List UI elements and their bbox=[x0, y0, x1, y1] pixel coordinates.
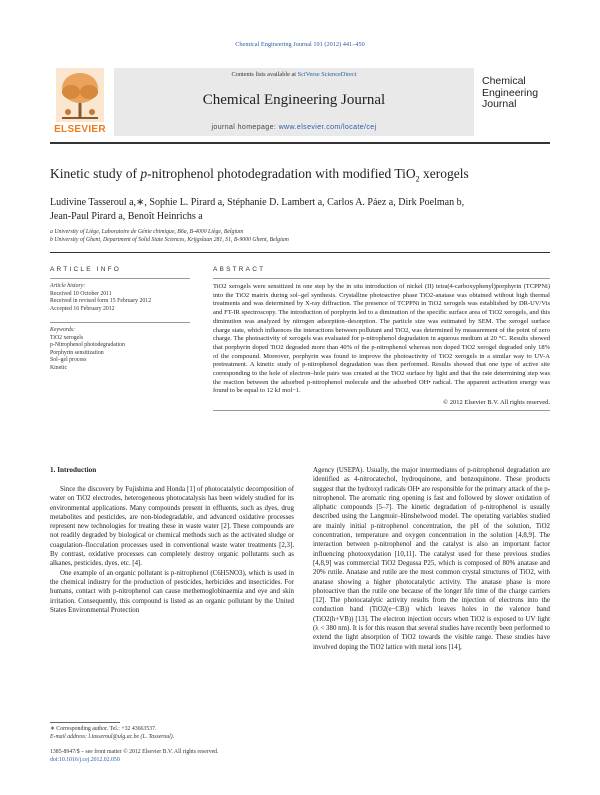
cover-title-line: Chemical bbox=[482, 75, 526, 87]
body-paragraph: Agency (USEPA). Usually, the major intermediates of p-nitrophenol degradation are identified as 4-nitrocatechol, hydroquinone, and benzoquinone. These products suggest that the hydroxyl radicals OH• are responsible for the primary attack of the p-nitrophenol. The aromatic ring opening is fast and followed by slower oxidation of aliphatic compounds [5–7]. The kinetic degradation of p-nitrophenol is usually described using the Langmuir–Hinshelwood model. The operating variables studied are mainly initial p-nitrophenol concentration, the pH of the solution, TiO2 concentration, temperature and oxygen concentration in the solution [4,8,9]. The interaction between p-nitrophenol and the catalyst is also an important factor influencing photooxydation [10,11]. The catalyst used for these previous studies [4,8,9] was commercial TiO2 Degussa P25, which is composed of 80% anatase and 20% rutile. Anatase and rutile are the most common crystal structures of TiO2, with anatase showing a higher photocatalytic activity. The anatase phase is more photoactive than the rutile one because of the longer life time of the charge carriers [12]. The photocatalytic activity results from the injection of electrons into the conduction band (TiO2(e−CB)) which leaves holes in the valence band (TiO2(h+VB)) [13]. The electron injection occurs when TiO2 is exposed to UV light (λ < 380 nm). It is for this reason that several studies have recently been performed to extend the light absorption of TiO2 towards the visible range. These studies have involved doping the TiO2 lattice with metal ions [14], bbox=[313, 467, 550, 651]
authors-line: Ludivine Tasseroul a,∗, Sophie L. Pirard a, Stéphanie D. Lambert a, Carlos A. Páez a, Dirk Poelman b, bbox=[50, 197, 465, 208]
article-title bbox=[50, 166, 550, 184]
abstract-divider bbox=[213, 278, 550, 279]
elsevier-tree-icon bbox=[56, 68, 104, 122]
copyright-notice: © 2012 Elsevier B.V. All rights reserved. bbox=[443, 399, 550, 407]
elsevier-wordmark: ELSEVIER bbox=[54, 124, 106, 135]
authors-line: Jean-Paul Pirard a, Benoît Heinrichs a bbox=[50, 211, 203, 222]
abstract-column bbox=[213, 266, 550, 411]
journal-reference-link[interactable]: Chemical Engineering Journal 191 (2012) 441–450 bbox=[235, 41, 365, 48]
journal-cover-title bbox=[482, 76, 552, 111]
masthead bbox=[50, 66, 550, 138]
footnote-rule bbox=[50, 722, 120, 723]
homepage-link[interactable]: www.elsevier.com/locate/cej bbox=[278, 124, 377, 131]
info-divider bbox=[50, 322, 190, 323]
header-divider bbox=[50, 252, 550, 253]
keyword-item: Sol–gel process bbox=[50, 357, 87, 363]
footnote-email[interactable]: E-mail address: l.tasseroul@ulg.ac.be (L. Tasseroul). bbox=[50, 733, 175, 740]
masthead-divider bbox=[50, 142, 550, 144]
footnote-corresponding: ∗ Corresponding author. Tel.: +32 43663537. bbox=[50, 726, 157, 732]
history-accepted: Accepted 16 February 2012 bbox=[50, 305, 115, 312]
contents-prefix: Contents lists available at bbox=[231, 71, 298, 78]
abstract-heading: ABSTRACT bbox=[213, 266, 266, 273]
cover-title-line: Engineering bbox=[482, 86, 539, 99]
keyword-item: Porphyrin sensitization bbox=[50, 349, 104, 356]
affiliation-b: b University of Ghent, Department of Solid State Sciences, Krijgslaan 281, S1, B-9000 Ghent, Belgium bbox=[50, 237, 289, 243]
issn-line: 1385-8947/$ – see front matter © 2012 Elsevier B.V. All rights reserved. bbox=[50, 749, 219, 755]
abstract-text: TiO2 xerogels were sensitized in one step by the in situ introduction of nickel (II) tetra(4-carboxyphenyl)porphyrin (TCPPNi) into the TiO2 matrix during sol–gel synthesis. Crystalline photoactive phase TiO2-anatase was obtained without high thermal treatments and was determined by X-ray diffraction. The presence of TCPPNi in TiO2 xerogels was established by DR-UV/Vis and FT-IR spectroscopy. The introduction of porphyrin led to a diminution of the specific surface area of TiO2 xerogels, and this diminution was analyzed by nitrogen adsorption–desorption. The particle size was estimated by SEM. The xerogel surface charge state, which influences the interactions between pollutant and TiO2, was determined by measurement of the point of zero charge. The photoactivity of xerogels was evaluated for p-nitrophenol degradation in aqueous medium at 20 °C. Results showed that porphyrin doped TiO2 degraded more than 40% of the p-nitrophenol whereas non doped TiO2 xerogel degraded only 18% of the compound. Moreover, porphyrin was found to improve the photoactivity of TiO2 xerogels in a similar way to UV-A pretreatment. A kinetic study of p-nitrophenol degradation was then performed. Results showed that one type of active site corresponding to the hole of electron–hole pairs was created at the TiO2 surface by light and that the rate determining step was the reaction between the adsorbed p-nitrophenol molecule and the adsorbed OH• radical. The apparent activation energy was found to be equal to 12 kJ mol−1. bbox=[213, 283, 550, 395]
journal-title: Chemical Engineering Journal bbox=[202, 92, 386, 108]
body-paragraph: One example of an organic pollutant is p-nitrophenol (C6H5NO3), which is used in the chemical industry for the production of pesticides, herbicides and insecticides. For humans, contact with p-nitrophenol can cause methemoglobinaemia and eye and skin irritation. Consequently, this compound is listed as an organic pollutant by the United States Environmental Protection bbox=[50, 569, 294, 614]
doi-link[interactable]: doi:10.1016/j.cej.2012.02.050 bbox=[50, 756, 120, 763]
footnotes bbox=[50, 722, 294, 741]
article-info-column bbox=[50, 266, 190, 372]
article-title-text: Kinetic study of p-nitrophenol photodegradation with modified TiO$_2$ xerogels bbox=[50, 166, 469, 184]
keyword-item: p-Nitrophenol photodegradation bbox=[50, 342, 125, 348]
abstract-bottom-divider bbox=[213, 410, 550, 411]
keywords-label: Keywords: bbox=[50, 327, 75, 333]
homepage-prefix: journal homepage: bbox=[211, 124, 279, 131]
body-column-right bbox=[313, 466, 550, 652]
journal-banner bbox=[114, 68, 474, 136]
author-list bbox=[50, 196, 550, 224]
affiliation-a: a University of Liège, Laboratoire de Génie chimique, B6a, B-4000 Liège, Belgium bbox=[50, 229, 244, 235]
info-divider bbox=[50, 278, 190, 279]
cover-title-line: Journal bbox=[482, 98, 517, 110]
contents-line bbox=[114, 71, 474, 78]
footer-meta bbox=[50, 749, 294, 765]
body-column-left bbox=[50, 466, 294, 615]
keyword-item: TiO2 xerogels bbox=[50, 334, 84, 341]
keyword-item: Kinetic bbox=[50, 364, 68, 371]
section-heading: 1. Introduction bbox=[50, 466, 97, 474]
sciencedirect-link[interactable]: SciVerse ScienceDirect bbox=[297, 71, 357, 78]
history-received: Received 10 October 2011 bbox=[50, 290, 112, 297]
homepage-line bbox=[114, 124, 474, 131]
body-paragraph: Since the discovery by Fujishima and Honda [1] of photocatalytic decomposition of water on TiO2 electrodes, heterogeneous photocatalysis has been widely studied for its environmental applications. Many compounds present in effluents, such as dyes, drug metabolites and pesticides, are non-biodegradable, and advanced oxidative processes represent new technologies for treating these in waste water [2]. These compounds are not readily degraded by biological or chemical methods such as the activated sludge or coagulation–flocculation processes used in conventional waste water treatments [2,3]. By contrast, oxidative processes can completely destroy organic pollutants such as alkanes, pesticides, dyes, etc. [4]. bbox=[50, 486, 294, 568]
history-label: Article history: bbox=[50, 283, 86, 289]
article-info-heading: ARTICLE INFO bbox=[50, 266, 122, 273]
history-revised: Received in revised form 15 February 2012 bbox=[50, 298, 152, 304]
elsevier-logo bbox=[50, 66, 110, 135]
